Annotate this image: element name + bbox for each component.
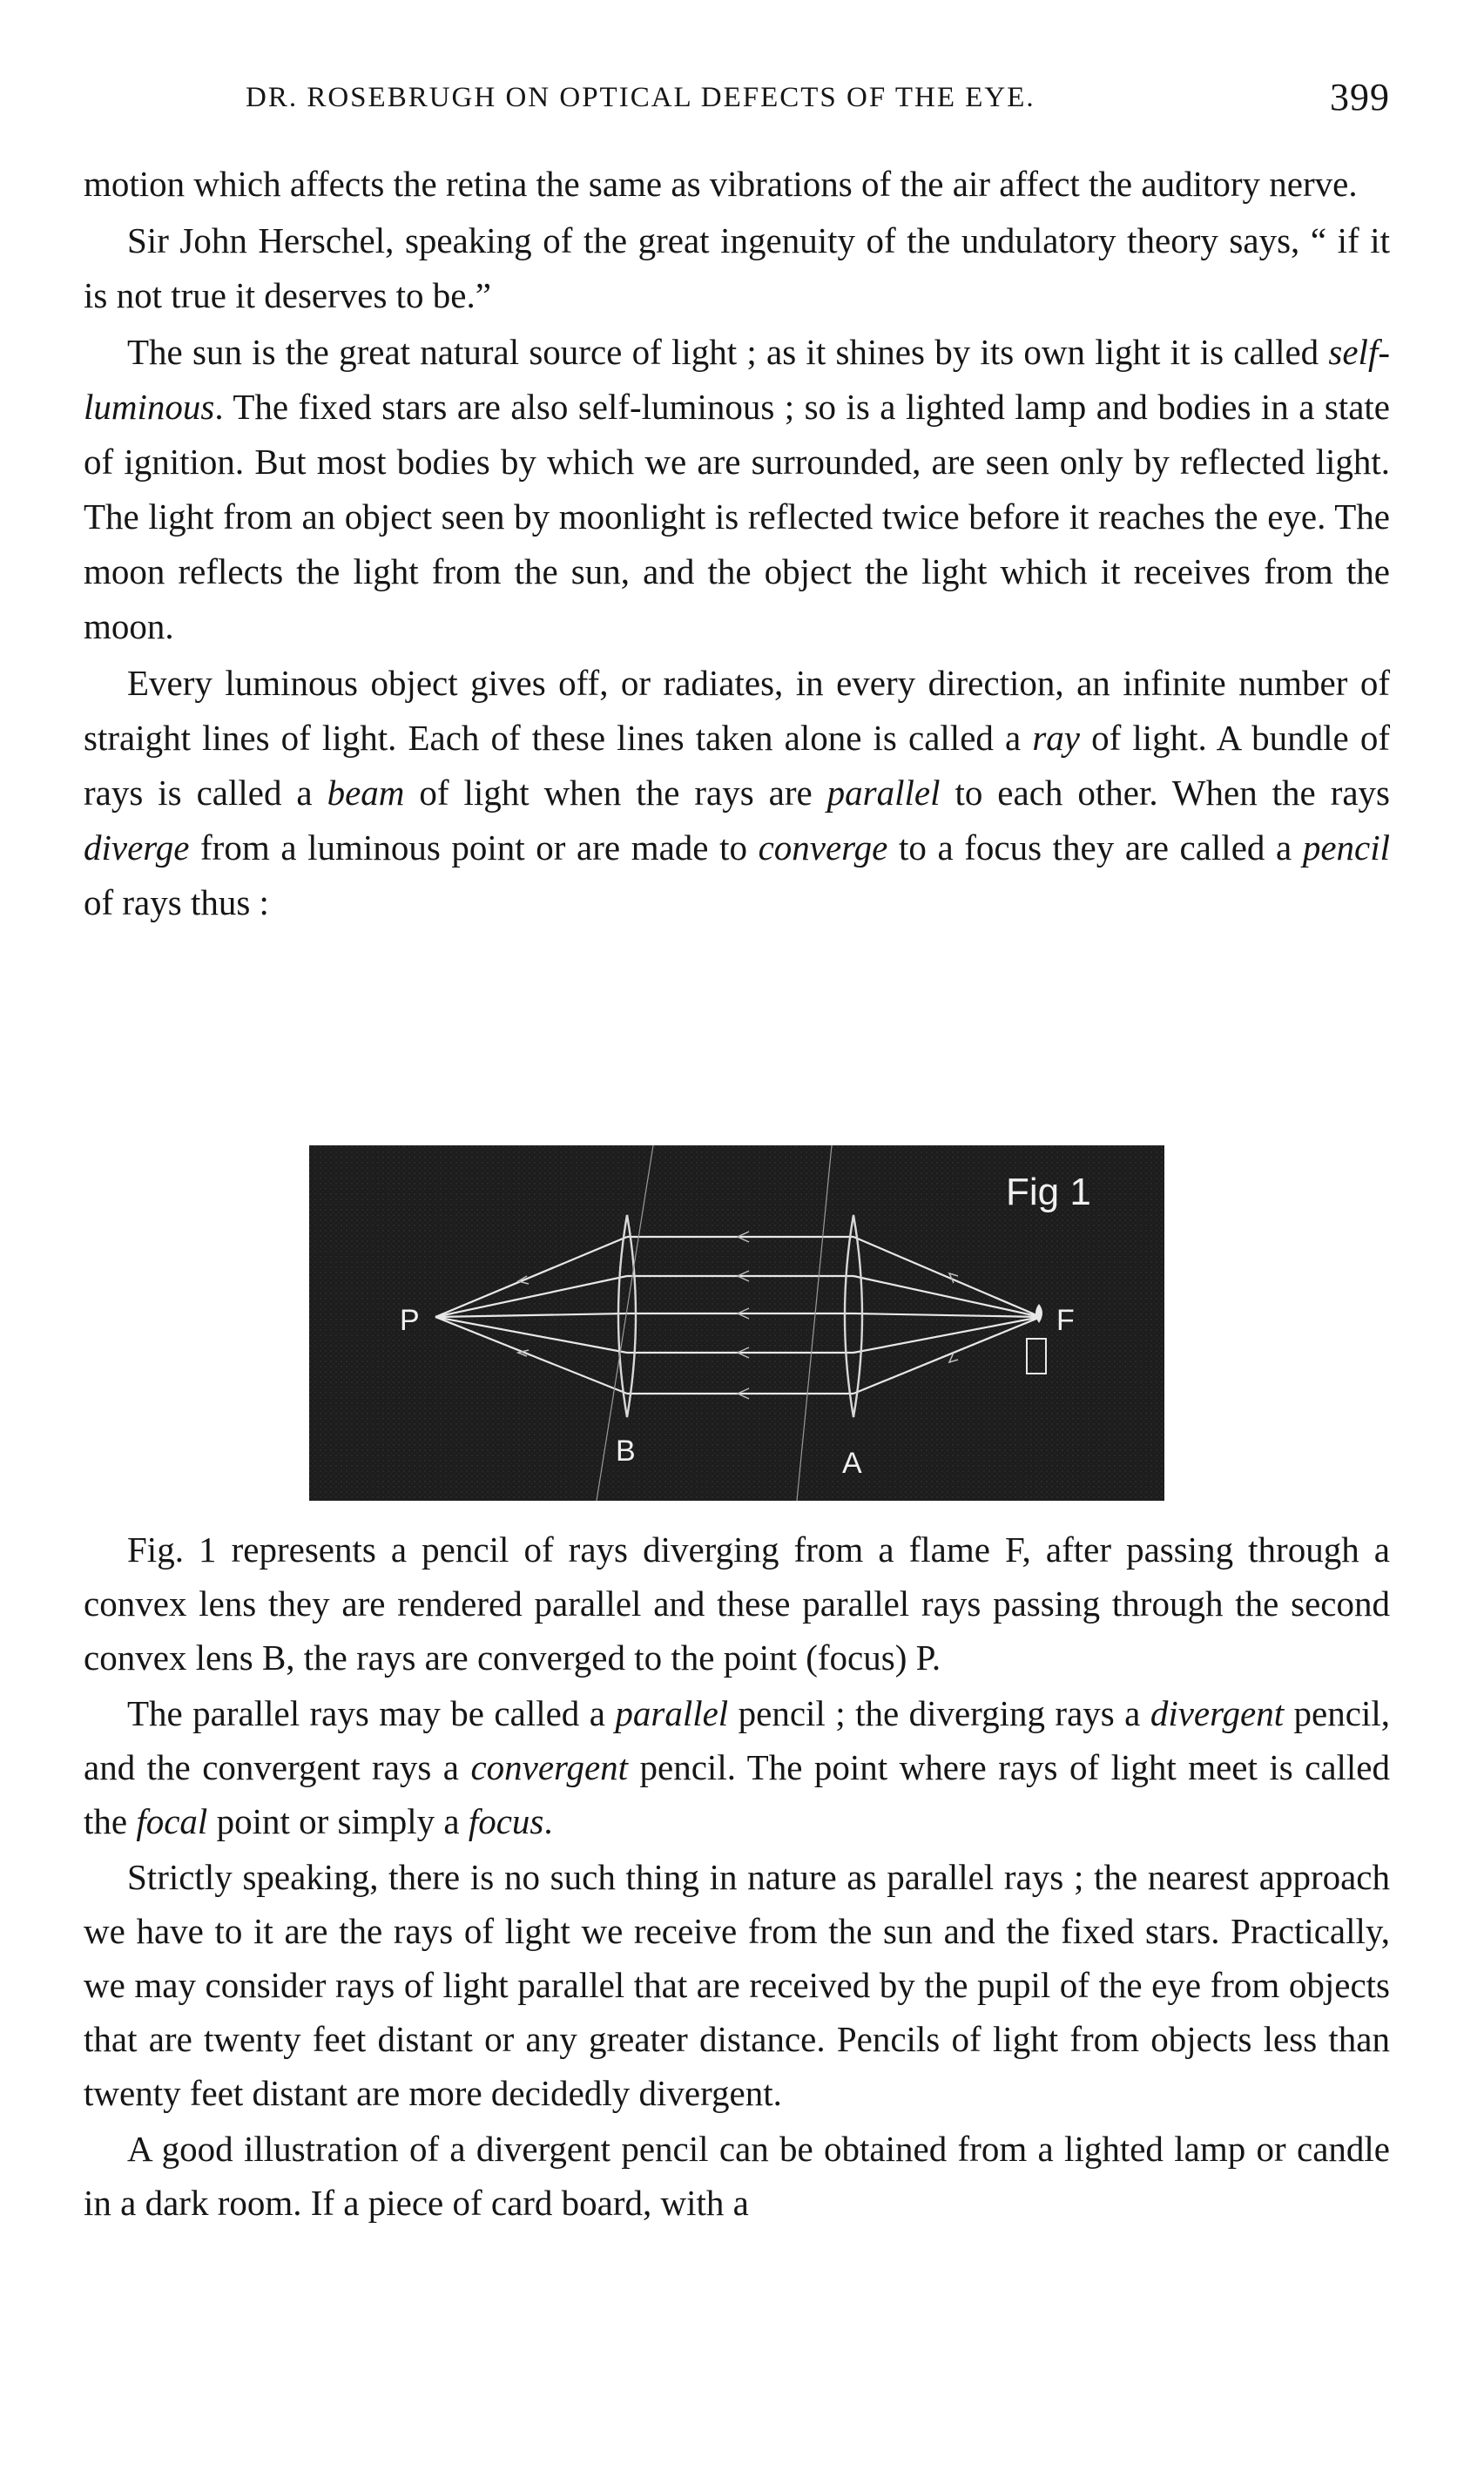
label-p: P [400, 1304, 420, 1337]
paragraph-7 [84, 1850, 1390, 2120]
paragraph-2 [84, 213, 1390, 323]
body-text-bottom [84, 1523, 1390, 2232]
term-pencil: pencil [1302, 827, 1390, 868]
term-focus: focus [468, 1801, 544, 1841]
term-divergent: divergent [1150, 1693, 1285, 1733]
paragraph-5 [84, 1523, 1390, 1685]
paragraph-4-text: of light. A bundle of rays is called a [84, 718, 1390, 813]
paragraph-1-text: motion which affects the retina the same as vibrations of the air affect the auditory nerve. [84, 164, 1358, 204]
figure-label: Fig 1 [1006, 1171, 1091, 1213]
running-header [84, 75, 1390, 124]
paragraph-4-text: to a focus they are called a [887, 827, 1303, 868]
term-parallel-pencil: parallel [615, 1693, 729, 1733]
body-text-top [84, 157, 1390, 932]
label-b: B [616, 1435, 636, 1468]
paragraph-1 [84, 157, 1390, 212]
paragraph-4 [84, 656, 1390, 930]
paragraph-6 [84, 1686, 1390, 1848]
page-number: 399 [1330, 76, 1390, 118]
term-convergent: convergent [470, 1747, 629, 1787]
paragraph-6-text: The parallel rays may be called a [127, 1693, 616, 1733]
term-converge: converge [758, 827, 888, 868]
figure-1-lens-diagram [309, 1145, 1164, 1501]
paragraph-6-text: pencil. The point where rays of light meet is called the [84, 1747, 1390, 1841]
paragraph-6-text: pencil, and the convergent rays a [84, 1693, 1390, 1787]
paragraph-8 [84, 2122, 1390, 2230]
paragraph-6-text: point or simply a [207, 1801, 469, 1841]
term-self-luminous: self-luminous [84, 332, 1390, 427]
lens-diagram-svg [309, 1145, 1164, 1501]
paragraph-2-text: Sir John Herschel, speaking of the great ingenuity of the undulatory theory says, “ if it is not true it deserves to be.” [84, 220, 1390, 315]
paragraph-7-text: Strictly speaking, there is no such thing in nature as parallel rays ; the nearest approach we have to it are the rays of light we receive from the sun and the fixed stars. Practically, we may consider rays of light parallel that are received by the pupil of the eye from objects that are twenty feet distant or any greater distance. Pencils of light from objects less than twenty feet distant are more decidedly divergent. [84, 1857, 1390, 2113]
paragraph-4-text: from a luminous point or are made to [189, 827, 759, 868]
term-beam: beam [327, 773, 405, 813]
paragraph-3 [84, 325, 1390, 654]
term-diverge: diverge [84, 827, 190, 868]
paragraph-8-text: A good illustration of a divergent pencil can be obtained from a lighted lamp or candle in a dark room. If a piece of card board, with a [84, 2129, 1390, 2223]
term-parallel: parallel [826, 773, 941, 813]
figure-caption-text: Fig. 1 represents a pencil of rays diverging from a flame F, after passing through a convex lens they are rendered parallel and these parallel rays passing through the second convex lens B, the rays are converged to the point (focus) P. [84, 1529, 1390, 1678]
paragraph-6-text: . [543, 1801, 553, 1841]
term-ray: ray [1032, 718, 1080, 758]
paragraph-3-text: The sun is the great natural source of light ; as it shines by its own light it is called [127, 332, 1329, 372]
label-a: A [842, 1447, 862, 1480]
paragraph-4-text: of light when the rays are [404, 773, 827, 813]
paragraph-4-text: to each other. When the rays [940, 773, 1391, 813]
paragraph-4-text: Every luminous object gives off, or radiates, in every direction, an infinite number of straight lines of light. Each of these lines taken alone is called a [84, 663, 1390, 758]
term-focal: focal [136, 1801, 208, 1841]
label-f: F [1056, 1304, 1075, 1337]
running-title: DR. ROSEBRUGH ON OPTICAL DEFECTS OF THE EYE. [246, 82, 1035, 113]
paragraph-4-text: of rays thus : [84, 882, 269, 922]
paragraph-6-text: pencil ; the diverging rays a [728, 1693, 1150, 1733]
paragraph-3-text-cont: . The fixed stars are also self-luminous ; so is a lighted lamp and bodies in a state of ignition. But most bodies by which we are surrounded, are seen only by reflected light. The light from an object seen by moonlight is reflected twice before it reaches the eye. The moon reflects the light from the sun, and the object the light which it receives from the moon. [84, 387, 1390, 646]
